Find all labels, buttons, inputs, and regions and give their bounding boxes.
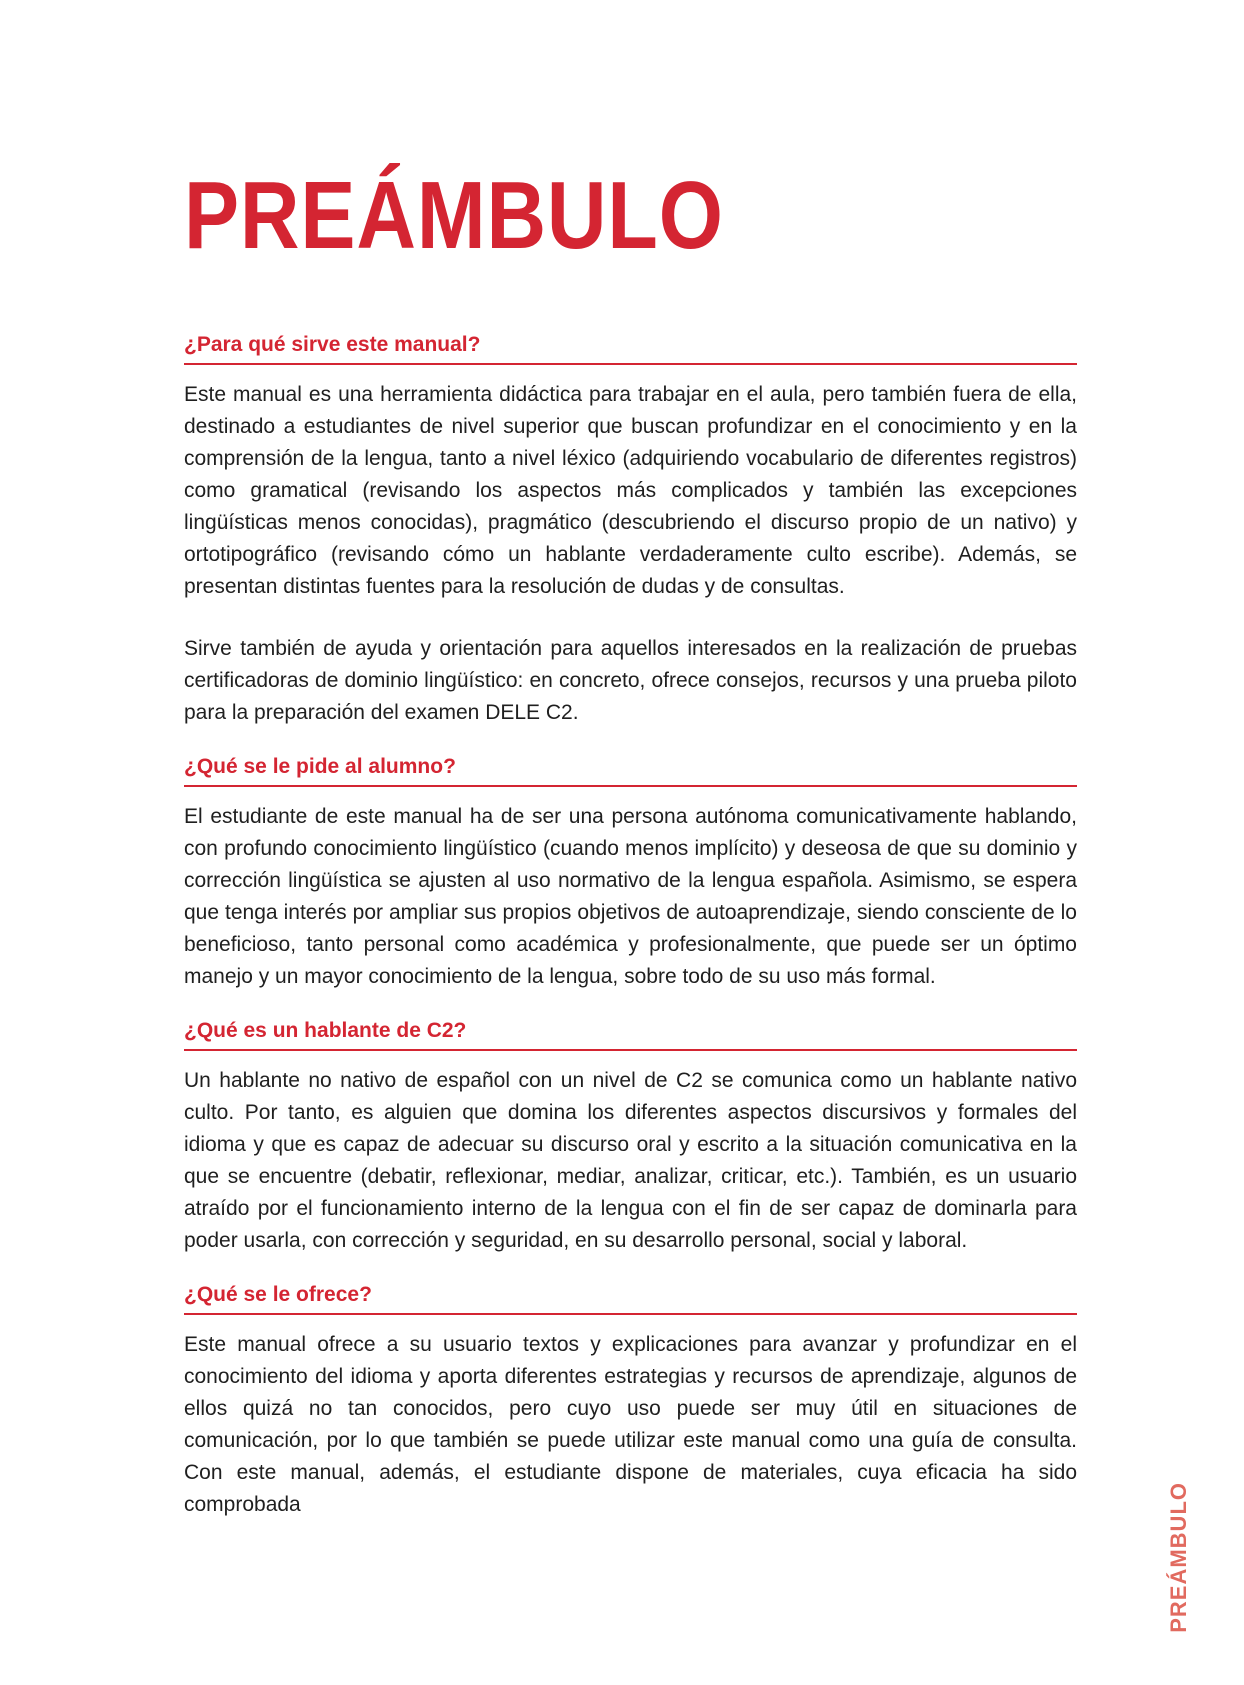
page-title: PREÁMBULO: [184, 162, 724, 269]
section-heading: ¿Para qué sirve este manual?: [184, 333, 1077, 365]
running-side-label: PREÁMBULO: [1166, 1482, 1191, 1633]
section-paragraph: Un hablante no nativo de español con un nivel de C2 se comunica como un hablante nativo culto. Por tanto, es alguien que domina los diferentes aspectos discursivos y formales del idioma y que es capaz de adecuar su discurso oral y escrito a la situación comunicativa en la que se encuentre (debatir, reflexionar, mediar, analizar, criticar, etc.). También, es un usuario atraído por el funcionamiento interno de la lengua con el fin de ser capaz de dominarla para poder usarla, con corrección y seguridad, en su desarrollo personal, social y laboral.: [184, 1069, 1077, 1252]
section-paragraph: Este manual es una herramienta didáctica para trabajar en el aula, pero también fuera de ella, destinado a estudiantes de nivel superior que buscan profundizar en el conocimiento y en la comprensión de la lengua, tanto a nivel léxico (adquiriendo vocabulario de diferentes registros) como gramatical (revisando los aspectos más complicados y también las excepciones lingüísticas menos conocidas), pragmático (descubriendo el discurso propio de un nativo) y ortotipográfico (revisando cómo un hablante verdaderamente culto escribe). Además, se presentan distintas fuentes para la resolución de dudas y de consultas.: [184, 383, 1077, 598]
section-heading: ¿Qué se le ofrece?: [184, 1283, 1077, 1315]
section-paragraph: Este manual ofrece a su usuario textos y explicaciones para avanzar y profundizar en el conocimiento del idioma y aporta diferentes estrategias y recursos de aprendizaje, algunos de ellos quizá no tan conocidos, pero cuyo uso puede ser muy útil en situaciones de comunicación, por lo que también se puede utilizar este manual como una guía de consulta. Con este manual, además, el estudiante dispone de materiales, cuya eficacia ha sido comprobada: [184, 1333, 1077, 1516]
preamble-content: [184, 333, 1077, 1547]
section-purpose: [184, 333, 1077, 729]
section-paragraph: El estudiante de este manual ha de ser una persona autónoma comunicativamente hablando, con profundo conocimiento lingüístico (cuando menos implícito) y deseosa de que su dominio y corrección lingüística se ajusten al uso normativo de la lengua española. Asimismo, se espera que tenga interés por ampliar sus propios objetivos de autoaprendizaje, siendo consciente de lo beneficioso, tanto personal como académica y profesionalmente, que puede ser un óptimo manejo y un mayor conocimiento de la lengua, sobre todo de su uso más formal.: [184, 805, 1077, 988]
section-student-requirements: [184, 755, 1077, 993]
section-offer: [184, 1283, 1077, 1521]
section-paragraph: Sirve también de ayuda y orientación para aquellos interesados en la realización de pruebas certificadoras de dominio lingüístico: en concreto, ofrece consejos, recursos y una prueba piloto para la preparación del examen DELE C2.: [184, 637, 1077, 724]
section-heading: ¿Qué se le pide al alumno?: [184, 755, 1077, 787]
section-heading: ¿Qué es un hablante de C2?: [184, 1019, 1077, 1051]
section-c2-speaker: [184, 1019, 1077, 1257]
